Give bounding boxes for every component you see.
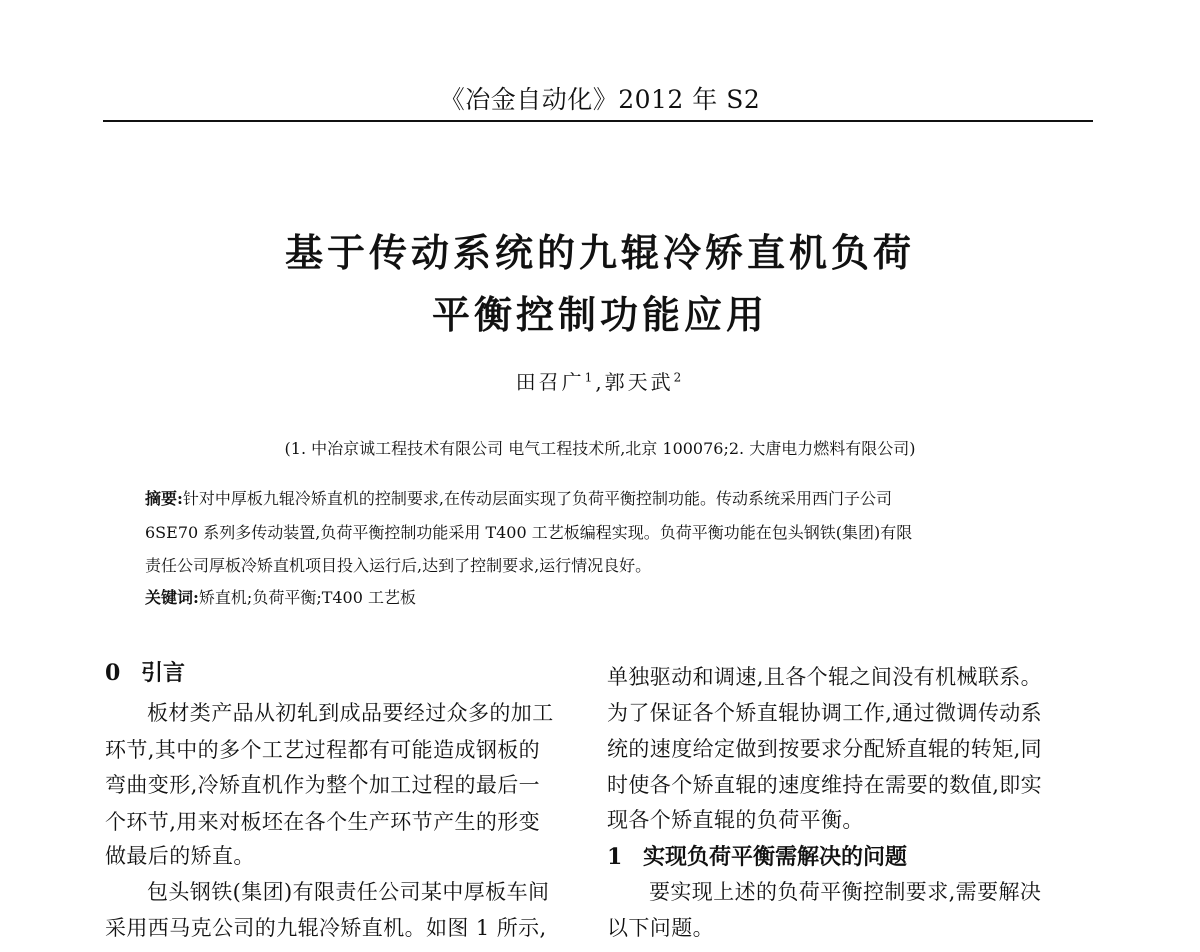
body-line: 要实现上述的负荷平衡控制要求,需要解决 xyxy=(649,880,1042,904)
body-line: 现各个矫直辊的负荷平衡。 xyxy=(607,808,864,832)
abstract-line xyxy=(145,486,892,509)
author-superscript: 1 xyxy=(584,370,596,385)
body-line: 为了保证各个矫直辊协调工作,通过微调传动系 xyxy=(607,701,1043,725)
author-list xyxy=(0,366,1200,395)
author-separator: , xyxy=(595,370,605,394)
section-title: 实现负荷平衡需解决的问题 xyxy=(643,845,908,870)
author-superscript: 2 xyxy=(673,370,685,385)
body-line: 包头钢铁(集团)有限责任公司某中厚板车间 xyxy=(147,880,550,904)
body-line: 以下问题。 xyxy=(607,916,714,940)
abstract-line: 责任公司厚板冷矫直机项目投入运行后,达到了控制要求,运行情况良好。 xyxy=(145,556,652,575)
paper-title-line-1: 基于传动系统的九辊冷矫直机负荷 xyxy=(284,231,915,275)
abstract-text: 针对中厚板九辊冷矫直机的控制要求,在传动层面实现了负荷平衡控制功能。传动系统采用西门子公司 xyxy=(182,489,893,508)
body-line: 单独驱动和调速,且各个辊之间没有机械联系。 xyxy=(607,665,1043,689)
author-name: 田召广 xyxy=(515,370,585,394)
abstract-label: 摘要: xyxy=(145,489,183,508)
body-line: 统的速度给定做到按要求分配矫直辊的转矩,同 xyxy=(607,737,1043,761)
section-0-heading xyxy=(105,656,185,687)
body-line: 环节,其中的多个工艺过程都有可能造成钢板的 xyxy=(105,738,541,762)
body-line: 做最后的矫直。 xyxy=(105,844,255,868)
body-line: 采用西马克公司的九辊冷矫直机。如图 1 所示, xyxy=(105,916,547,940)
journal-header: 《冶金自动化》2012 年 S2 xyxy=(439,85,761,114)
body-line: 弯曲变形,冷矫直机作为整个加工过程的最后一 xyxy=(105,773,541,797)
body-line: 时使各个矫直辊的速度维持在需要的数值,即实 xyxy=(607,773,1043,797)
body-line: 个环节,用来对板坯在各个生产环节产生的形变 xyxy=(105,810,541,834)
header-rule xyxy=(103,120,1093,122)
keywords-text: 矫直机;负荷平衡;T400 工艺板 xyxy=(198,588,417,607)
section-number: 1 xyxy=(607,844,623,870)
section-1-heading xyxy=(607,840,907,871)
affiliation: (1. 中冶京诚工程技术有限公司 电气工程技术所,北京 100076;2. 大唐电力燃料有限公司) xyxy=(284,439,916,458)
body-line: 板材类产品从初轧到成品要经过众多的加工 xyxy=(147,701,554,725)
section-title: 引言 xyxy=(141,661,186,686)
keywords-line xyxy=(145,585,416,608)
keywords-label: 关键词: xyxy=(145,588,199,607)
section-number: 0 xyxy=(105,660,121,686)
author-name: 郭天武 xyxy=(604,370,674,394)
abstract-line: 6SE70 系列多传动装置,负荷平衡控制功能采用 T400 工艺板编程实现。负荷平衡功能在包头钢铁(集团)有限 xyxy=(145,523,913,542)
paper-title-line-2: 平衡控制功能应用 xyxy=(431,293,768,337)
